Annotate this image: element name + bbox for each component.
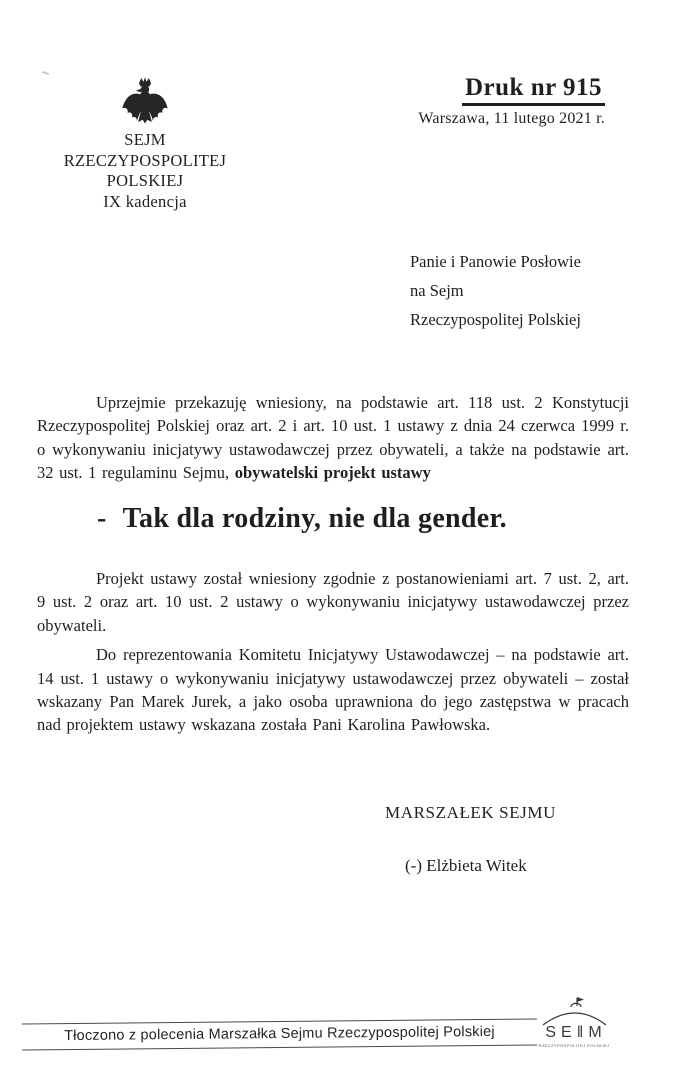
institution-term: IX kadencja	[103, 191, 187, 211]
bill-title-text: Tak dla rodziny, nie dla gender.	[122, 503, 507, 534]
addressee-line: Rzeczypospolitej Polskiej	[410, 310, 581, 329]
polish-eagle-icon	[120, 74, 170, 126]
bill-title-dash: -	[97, 503, 107, 534]
institution-block	[24, 74, 266, 212]
sejm-logo-wordmark: SE‖M	[545, 1024, 607, 1041]
institution-name-line2: RZECZYPOSPOLITEJ POLSKIEJ	[63, 150, 227, 190]
addressee-line: na Sejm	[410, 281, 464, 300]
institution-name-line1: SEJM	[124, 130, 166, 149]
document-header-right	[418, 74, 605, 128]
addressee-line: Panie i Panowie Posłowie	[410, 252, 581, 271]
signature-name: (-) Elżbieta Witek	[405, 856, 527, 875]
bill-title	[97, 503, 507, 535]
document-number: Druk nr 915	[462, 74, 605, 106]
sejm-logo-caption: RZECZYPOSPOLITEJ POLSKIEJ	[538, 1043, 610, 1048]
paragraph-transmittal-bold: obywatelski projekt ustawy	[234, 463, 431, 483]
paragraph-transmittal	[37, 391, 629, 485]
paragraph-committee: Do reprezentowania Komitetu Inicjatywy Ustawodawczej – na podstawie art. 14 ust. 1 ustawy o wykonywaniu inicjatywy ustawodawczej przez obywateli – został wskazany Pan Marek Jurek, a jako osoba uprawniona do jego zastępstwa w pracach nad projektem ustawy wskazana została Pani Karolina Pawłowska.	[37, 645, 629, 735]
paragraph-transmittal-text: Uprzejmie przekazuję wniesiony, na podstawie art. 118 ust. 2 Konstytucji Rzeczypospolitej Polskiej oraz art. 2 i art. 10 ust. 1 ustawy z dnia 24 czerwca 1999 r. o wykonywaniu inicjatywy ustawodawczej przez obywateli, a także na podstawie art. 32 ust. 1 regulaminu Sejmu,	[37, 393, 629, 483]
footer-imprint: Tłoczono z polecenia Marszałka Sejmu Rzeczypospolitej Polskiej	[22, 1019, 537, 1051]
signature-role: MARSZAŁEK SEJMU	[385, 803, 556, 822]
place-and-date: Warszawa, 11 lutego 2021 r.	[418, 110, 605, 127]
sejm-dome-icon	[540, 995, 608, 1027]
sejm-logo	[538, 995, 610, 1048]
paragraph-legal-basis: Projekt ustawy został wniesiony zgodnie z postanowieniami art. 7 ust. 2, art. 9 ust. 2 oraz art. 10 ust. 2 ustawy o wykonywaniu inicjatywy ustawodawczej przez obywateli.	[37, 569, 629, 635]
body-paragraphs	[37, 567, 629, 737]
addressee-block	[410, 247, 581, 334]
